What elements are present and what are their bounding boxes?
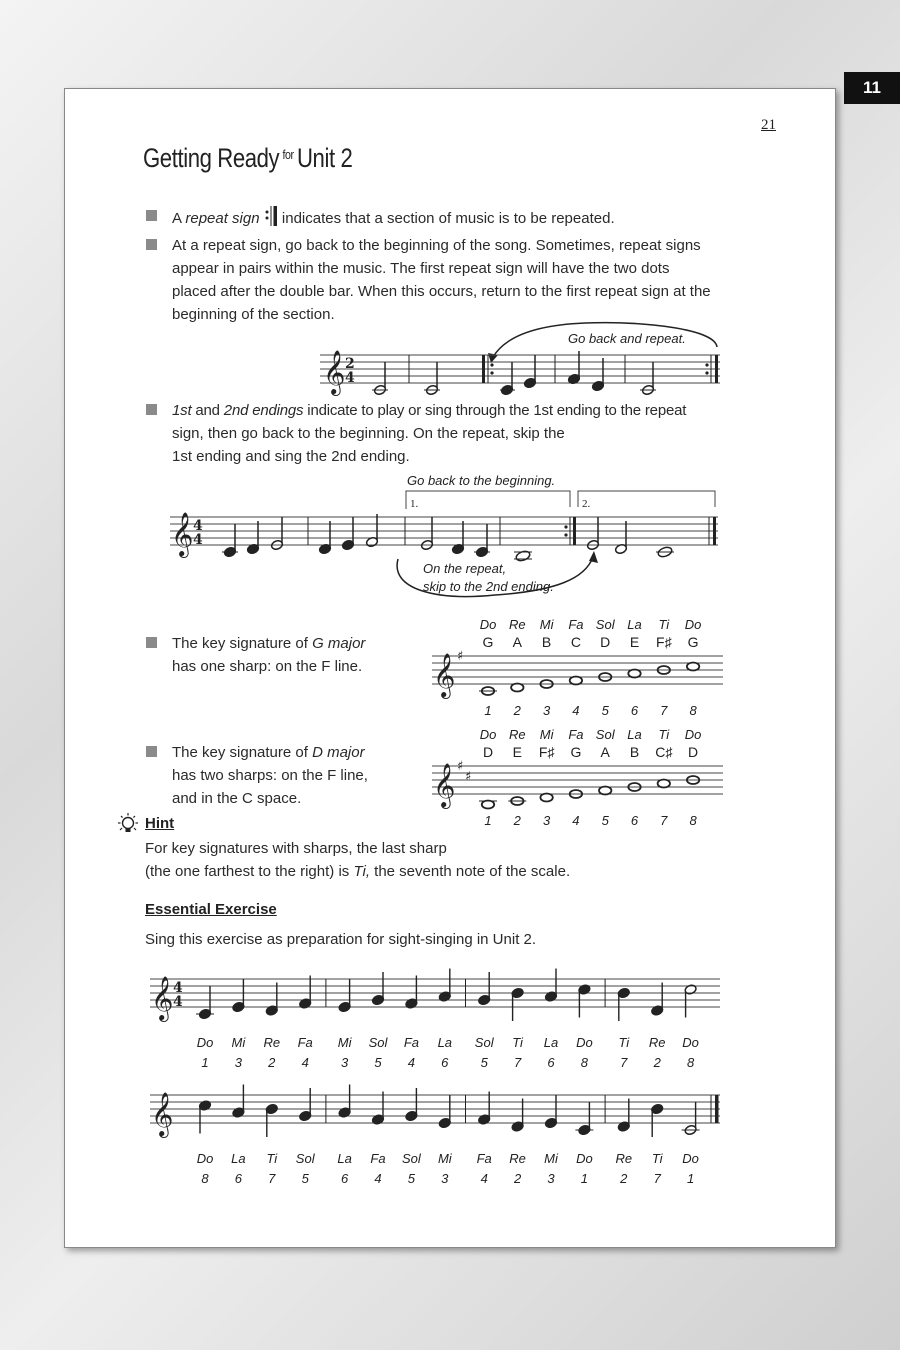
solfege-label: Re [648,1035,666,1050]
note-letter-label: E [629,634,640,650]
treble-clef-icon: 𝄞 [433,763,456,807]
scale-degree-label: 2 [620,1171,628,1186]
solfege-label: Fa [568,617,584,632]
solfege-label: Sol [295,1151,315,1166]
g-major-scale-staff [427,619,727,719]
bullet2-text [172,234,772,326]
time-signature-top: 4 [173,980,183,996]
solfege-label: Mi [544,1151,558,1166]
treble-clef-icon: 𝄞 [151,976,174,1020]
scale-degree-label: 1 [686,1171,695,1186]
ending-brackets [406,491,715,509]
scale-degree-label: 3 [542,703,551,718]
treble-clef-icon: 𝄞 [323,350,346,394]
hint-line2-pre: (the one farthest to the right) is [145,863,354,880]
bullet3-line3: 1st ending and sing the 2nd ending. [172,448,410,465]
whole-note [570,677,582,685]
solfege-label: La [437,1035,453,1050]
time-signature-top: 4 [193,518,203,534]
note-letter-label: D [600,634,611,650]
bullet-square [146,210,157,221]
solfege-label: La [627,617,642,632]
solfege-label: Do [576,1151,593,1166]
repeat-example-staff [315,315,725,395]
solfege-label: Sol [402,1151,421,1166]
scale-degree-label: 7 [660,813,668,828]
solfege-label: Mi [337,1035,352,1050]
repeat-annotation: Go back and repeat. [568,331,686,346]
bullet1-pre: A [172,210,186,227]
solfege-label: La [627,727,642,742]
solfege-label: Re [508,617,526,632]
d-major-text [172,741,368,810]
whole-note [599,787,611,795]
bullet1-post: indicates that a section of music is to be repeated. [277,210,615,227]
scale-degree-label: 5 [374,1055,382,1070]
d-major-pre: The key signature of [172,744,313,761]
lightbulb-icon [115,813,141,837]
scale-degree-label: 7 [653,1171,661,1186]
solfege-label: Re [263,1035,281,1050]
solfege-label: Ti [618,1035,630,1050]
scale-degree-label: 3 [542,813,551,828]
scale-degree-label: 1 [580,1171,589,1186]
note-letter-label: B [541,634,552,650]
scale-degree-label: 2 [513,813,521,828]
skip-annotation-line1: On the repeat, [423,561,507,576]
time-signature-top: 2 [345,356,355,372]
sharp-icon: ♯ [457,649,464,664]
scale-degree-label: 6 [547,1055,555,1070]
solfege-label: Do [196,1035,214,1050]
solfege-label: Mi [539,617,554,632]
g-major-desc: has one sharp: on the F line. [172,658,363,675]
first-ending-term: 1st [172,402,192,419]
bullet-square [146,746,157,757]
scale-degree-label: 1 [484,813,492,828]
solfege-label: Do [196,1151,214,1166]
treble-clef-icon: 𝄞 [171,512,194,556]
half-notes [372,362,440,396]
scale-degree-label: 8 [580,1055,589,1070]
scale-degree-label: 6 [441,1055,449,1070]
solfege-label: Re [509,1151,526,1166]
scale-degree-label: 7 [268,1171,276,1186]
scale-degree-label: 3 [441,1171,449,1186]
quarter-notes [500,351,605,396]
scale-degree-label: 4 [407,1055,416,1070]
note-letter-label: G [482,634,494,650]
bullet1-text [172,205,615,230]
bullet2-line: At a repeat sign, go back to the beginning of the song. Sometimes, repeat signs [172,237,701,254]
note-letter-label: F♯ [656,634,672,650]
note-letter-label: E [512,744,522,760]
solfege-label: Do [682,1035,699,1050]
solfege-label: Ti [266,1151,278,1166]
sharp-icon: ♯ [457,759,464,774]
scale-degree-label: 7 [660,703,668,718]
note-letter-label: D [482,744,494,760]
g-major-term: G major [312,635,366,652]
whole-note [482,801,494,809]
treble-clef-icon: 𝄞 [433,653,456,697]
solfege-label: Ti [651,1151,663,1166]
solfege-label: La [337,1151,352,1166]
scale-degree-label: 6 [340,1171,349,1186]
scale-degree-label: 2 [513,703,521,718]
bullet3-line1 [172,399,782,422]
scale-degree-label: 1 [201,1055,209,1070]
scale-degree-label: 8 [201,1171,209,1186]
scale-degree-label: 8 [689,703,697,718]
whole-note [511,684,523,692]
scale-degree-label: 4 [374,1171,382,1186]
solfege-label: Do [682,1151,699,1166]
second-ending-label: 2. [582,498,591,510]
bullet-square [146,637,157,648]
solfege-label: Fa [568,727,584,742]
bullet3-text [172,399,782,468]
arrow-head [589,551,598,563]
and-word: and [191,402,224,419]
scale-degree-label: 6 [630,703,639,718]
scale-degree-label: 4 [301,1055,309,1070]
exercise-staff-row-1 [145,969,725,1079]
hint-ti: Ti, [353,863,370,880]
solfege-label: Do [479,727,497,742]
scale-degree-label: 7 [620,1055,628,1070]
exercise-staff-row-2 [145,1085,725,1195]
hint-label: Hint [145,815,175,832]
repeat-sign-term: repeat sign [185,210,260,227]
time-signature-bottom: 4 [173,994,183,1010]
final-bar-thick [715,1095,719,1123]
scale-degree-label: 8 [686,1055,695,1070]
scale-degree-label: 2 [268,1055,276,1070]
bullet3-line1-rest: indicate to play or sing through the 1st ending to the repeat [303,402,687,419]
title-part-1: Getting Ready [143,143,280,173]
scale-degree-label: 4 [572,813,580,828]
whole-note [628,670,640,678]
scale-degree-label: 4 [480,1171,488,1186]
note-letter-label: B [629,744,640,760]
whole-note [658,780,670,788]
solfege-label: Re [615,1151,633,1166]
title-part-2: for [282,147,294,162]
bullet2-line: beginning of the section. [172,306,335,323]
note-letter-label: C [570,634,581,650]
title-part-3: Unit 2 [296,143,353,173]
hint-line2 [145,860,570,883]
time-signature-bottom: 4 [345,370,355,386]
page-number: 21 [761,117,776,133]
sharp-icon: ♯ [465,769,472,785]
solfege-label: Mi [231,1035,246,1050]
second-endings-term: 2nd endings [223,402,304,419]
whole-note [687,663,699,671]
scale-degree-label: 3 [547,1171,555,1186]
essential-description: Sing this exercise as preparation for sight-singing in Unit 2. [145,931,537,948]
scale-degree-label: 6 [234,1171,243,1186]
scale-degree-label: 1 [484,703,492,718]
whole-note [540,794,552,802]
solfege-label: Fa [297,1035,313,1050]
d-major-scale-staff [427,729,727,829]
note-letter-label: C♯ [655,744,673,760]
solfege-label: Ti [658,617,670,632]
note-letter-label: D [688,744,699,760]
note-letter-label: A [512,634,522,650]
solfege-label: Sol [368,1035,388,1050]
bullet3-line2: sign, then go back to the beginning. On the repeat, skip the [172,425,565,442]
bullet2-line: placed after the double bar. When this occurs, return to the first repeat sign at the [172,283,711,300]
solfege-label: Sol [474,1035,494,1050]
solfege-label: Ti [512,1035,523,1050]
note-letter-label: G [687,634,699,650]
bullet2-line: appear in pairs within the music. The first repeat sign will have the two dots [172,260,670,277]
solfege-label: Mi [539,727,554,742]
skip-annotation-line2: skip to the 2nd ending. [423,579,554,594]
d-major-desc-2: and in the C space. [172,790,302,807]
solfege-label: Fa [403,1035,419,1050]
scale-degree-label: 5 [407,1171,416,1186]
scale-degree-label: 7 [513,1055,522,1070]
essential-exercise-label: Essential Exercise [145,901,277,918]
page-title [143,143,352,174]
scale-degree-label: 2 [513,1171,522,1186]
scale-degree-label: 5 [301,1171,309,1186]
bullet-square [146,404,157,415]
scale-degree-label: 5 [601,703,609,718]
solfege-label: Sol [595,617,615,632]
first-ending-label: 1. [410,498,419,510]
scale-degree-label: 5 [601,813,609,828]
solfege-label: Do [576,1035,593,1050]
scale-degree-label: 8 [689,813,697,828]
note-letter-label: G [570,744,582,760]
solfege-label: Do [684,727,702,742]
solfege-label: Do [479,617,497,632]
d-major-desc-1: has two sharps: on the F line, [172,767,368,784]
solfege-label: Fa [370,1151,386,1166]
scale-degree-label: 2 [653,1055,661,1070]
solfege-label: La [543,1035,559,1050]
go-back-annotation: Go back to the beginning. [407,473,556,488]
scale-degree-label: 3 [234,1055,243,1070]
scale-degree-label: 6 [630,813,639,828]
solfege-label: La [231,1151,246,1166]
solfege-label: Re [508,727,526,742]
scale-degree-label: 4 [572,703,580,718]
note-letter-label: A [600,744,610,760]
g-major-text [172,632,365,678]
solfege-label: Mi [437,1151,452,1166]
endings-example-staff [165,467,725,597]
hint-text [145,837,570,883]
hint-line1: For key signatures with sharps, the last sharp [145,840,447,857]
bullet-square [146,239,157,250]
solfege-label: Do [684,617,702,632]
repeat-sign-icon [264,205,278,227]
hint-line2-post: the seventh note of the scale. [369,863,571,880]
d-major-term: D major [312,744,365,761]
chapter-page-badge: 11 [844,72,900,104]
book-page [64,88,836,1248]
scale-degree-label: 5 [480,1055,488,1070]
note-letter-label: F♯ [538,744,555,760]
g-major-pre: The key signature of [172,635,313,652]
solfege-label: Fa [476,1151,492,1166]
solfege-label: Sol [595,727,615,742]
treble-clef-icon: 𝄞 [151,1092,174,1136]
time-signature-bottom: 4 [193,532,203,548]
solfege-label: Ti [658,727,670,742]
scale-degree-label: 3 [340,1055,349,1070]
